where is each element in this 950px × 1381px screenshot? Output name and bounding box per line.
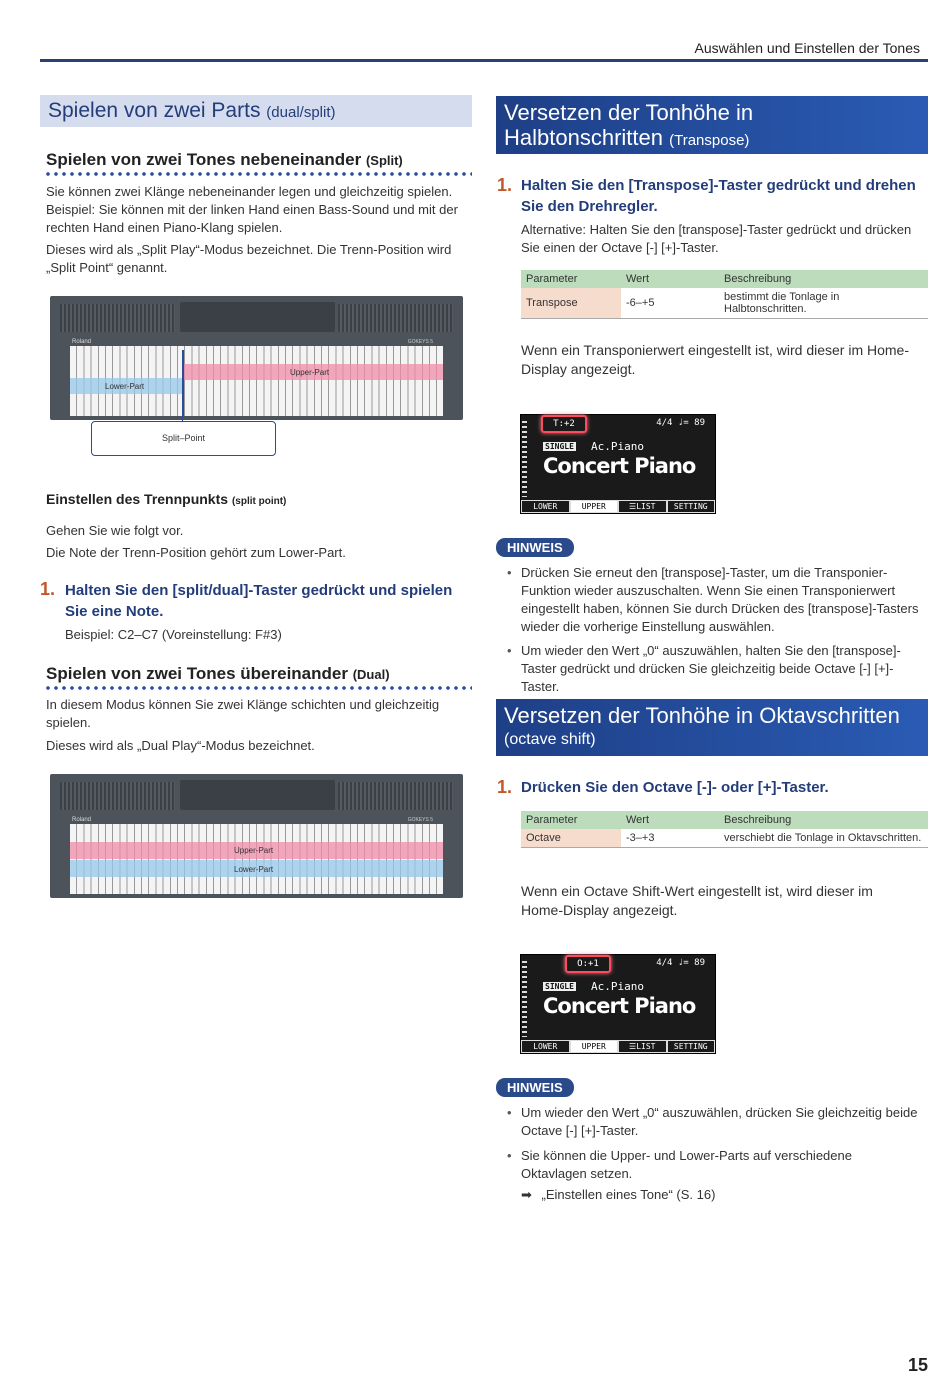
split-point-callout: Split–Point: [91, 421, 276, 456]
lcd-tab-list: ☰LIST: [618, 1040, 667, 1053]
split-marker: [182, 350, 184, 416]
octave-step-text: Drücken Sie den Octave [-]- oder [+]-Taster.: [521, 779, 829, 796]
lcd-tone-category: Ac.Piano: [591, 440, 644, 453]
lcd-tab-setting: SETTING: [667, 1040, 716, 1053]
lcd-scrollbar: [522, 961, 527, 1037]
transpose-title-line1: Versetzen der Tonhöhe in: [504, 100, 754, 125]
lower-part-label: Lower-Part: [234, 865, 274, 874]
speaker-grill-right: [338, 304, 453, 332]
dual-heading: [46, 664, 390, 684]
lcd-single-badge: SINGLE: [545, 982, 574, 991]
brand-label: Roland: [72, 339, 92, 345]
section-octave: [496, 699, 928, 756]
control-panel: [180, 302, 335, 332]
octave-suffix: (octave shift): [504, 731, 596, 748]
octave-display-paragraph: Wenn ein Octave Shift-Wert eingestellt ist, wird dieser im Home-Display angezeigt.: [521, 883, 873, 918]
octave-param-table: [521, 811, 928, 848]
table-row: [521, 288, 928, 319]
split-heading: [46, 150, 403, 170]
octave-indicator: O:+1: [565, 955, 611, 973]
lcd-tone-category: Ac.Piano: [591, 980, 644, 993]
split-title: Spielen von zwei Tones nebeneinander: [46, 150, 362, 169]
table-header: Beschreibung: [719, 270, 928, 288]
keyboard-dual-illustration: [50, 774, 463, 898]
splitpoint-step-note: Beispiel: C2–C7 (Voreinstellung: F#3): [65, 627, 282, 642]
transpose-note-1: • Drücken Sie erneut den [transpose]-Taster, um die Transponier-Funktion wieder auszuschalten. Wenn Sie einen Transponierwert eingestellt haben, können Sie durch Drücken des [transpose]-Tasters wieder die vorherige Einstellung auswählen.: [521, 564, 929, 636]
table-cell: verschiebt die Tonlage in Oktavschritten.: [719, 829, 928, 848]
lcd-tab-list: ☰LIST: [618, 500, 667, 513]
lower-part-label: Lower-Part: [105, 382, 145, 391]
lcd-tab-lower: LOWER: [521, 500, 570, 513]
transpose-step-note: Alternative: Halten Sie den [transpose]-Taster gedrückt und drücken Sie einen der Octave [-] [+]-Taster.: [521, 222, 912, 255]
table-cell: Octave: [521, 829, 621, 848]
model-label: GOKEYS 5: [407, 339, 433, 345]
speaker-grill-left: [60, 304, 175, 332]
transpose-param-table: [521, 270, 928, 319]
model-label: GOKEYS 5: [407, 817, 433, 823]
table-header: Wert: [621, 270, 719, 288]
transpose-note-2: • Um wieder den Wert „0“ auszuwählen, halten Sie den [transpose]-Taster gedrückt und drücken Sie gleichzeitig beide Octave [-] [+]-Taster.: [521, 642, 929, 696]
table-header: Beschreibung: [719, 811, 928, 829]
splitpoint-step-number: 1.: [40, 579, 56, 599]
splitpoint-heading: [46, 491, 286, 507]
table-cell: -6–+5: [621, 288, 719, 319]
lcd-tempo: 4/4 ♩= 89: [656, 958, 705, 968]
octave-note-2: • Sie können die Upper- und Lower-Parts auf verschiedene Oktavlagen setzen.: [521, 1147, 921, 1183]
octave-step-number: 1.: [497, 777, 513, 797]
dual-suffix: (Dual): [352, 667, 390, 682]
octave-title: Versetzen der Tonhöhe in Oktavschritten: [504, 703, 900, 728]
octave-lcd: [520, 954, 716, 1054]
keybed: [70, 824, 443, 894]
lcd-single-badge: SINGLE: [545, 442, 574, 451]
dual-paragraph-1: In diesem Modus können Sie zwei Klänge schichten und gleichzeitig spielen.: [46, 697, 440, 730]
speaker-grill-left: [60, 782, 175, 810]
table-header: Parameter: [521, 811, 621, 829]
lcd-tab-upper: UPPER: [570, 500, 619, 513]
dual-title: Spielen von zwei Tones übereinander: [46, 664, 348, 683]
lcd-tone-name: Concert Piano: [543, 454, 696, 478]
control-panel: [180, 780, 335, 810]
brand-label: Roland: [72, 817, 92, 823]
splitpoint-paragraph-1: Gehen Sie wie folgt vor.: [46, 523, 184, 538]
lcd-tab-setting: SETTING: [667, 500, 716, 513]
table-cell: -3–+3: [621, 829, 719, 848]
section-suffix: (dual/split): [266, 104, 336, 121]
transpose-title-line2: Halbtonschritten: [504, 125, 663, 150]
transpose-indicator: T:+2: [541, 415, 587, 433]
section-transpose: [496, 96, 928, 154]
transpose-step-number: 1.: [497, 175, 513, 195]
split-paragraph-2: Dieses wird als „Split Play“-Modus bezeichnet. Die Trenn-Position wird „Split Point“ genannt.: [46, 242, 452, 275]
lcd-tempo: 4/4 ♩= 89: [656, 418, 705, 428]
splitpoint-suffix: (split point): [231, 496, 287, 507]
cross-reference[interactable]: [521, 1187, 715, 1203]
cross-reference-link[interactable]: „Einstellen eines Tone“ (S. 16): [541, 1187, 716, 1202]
split-paragraph-1: Sie können zwei Klänge nebeneinander legen und gleichzeitig spielen. Beispiel: Sie können mit der linken Hand einen Bass-Sound und mit der rechten Hand einen Piano-Klang spielen.: [46, 184, 458, 235]
lcd-tone-name: Concert Piano: [543, 994, 696, 1018]
split-suffix: (Split): [365, 153, 403, 168]
transpose-suffix: (Transpose): [669, 132, 750, 149]
page-number: 15: [907, 1355, 928, 1375]
table-header: Wert: [621, 811, 719, 829]
header-title: Auswählen und Einstellen der Tones: [694, 40, 920, 56]
header-rule: [40, 59, 928, 62]
dotted-rule: [44, 686, 472, 690]
lcd-tab-lower: LOWER: [521, 1040, 570, 1053]
section-dual-split: [40, 95, 472, 127]
transpose-display-paragraph: Wenn ein Transponierwert eingestellt ist, wird dieser im Home-Display angezeigt.: [521, 342, 910, 377]
speaker-grill-right: [338, 782, 453, 810]
octave-hinweis-badge: HINWEIS: [496, 1078, 574, 1097]
table-cell: bestimmt die Tonlage in Halbtonschritten.: [719, 288, 928, 319]
splitpoint-title: Einstellen des Trennpunkts: [46, 491, 229, 507]
transpose-lcd: [520, 414, 716, 514]
table-header-row: [521, 270, 928, 288]
section-title: Spielen von zwei Parts: [48, 99, 261, 122]
table-header-row: [521, 811, 928, 829]
upper-part-label: Upper-Part: [290, 368, 330, 377]
upper-part-label: Upper-Part: [234, 846, 274, 855]
transpose-hinweis-badge: HINWEIS: [496, 538, 574, 557]
octave-note-1: • Um wieder den Wert „0“ auszuwählen, drücken Sie gleichzeitig beide Octave [-] [+]-Taster.: [521, 1104, 921, 1140]
lcd-tabs: [521, 1040, 715, 1053]
lcd-scrollbar: [522, 421, 527, 497]
lcd-tabs: [521, 500, 715, 513]
splitpoint-paragraph-2: Die Note der Trenn-Position gehört zum Lower-Part.: [46, 545, 346, 560]
table-row: [521, 829, 928, 848]
table-header: Parameter: [521, 270, 621, 288]
keyboard-split-illustration: [50, 296, 463, 420]
splitpoint-step-text: Halten Sie den [split/dual]-Taster gedrückt und spielen Sie eine Note.: [65, 582, 453, 620]
dotted-rule: [44, 172, 472, 176]
dual-paragraph-2: Dieses wird als „Dual Play“-Modus bezeichnet.: [46, 738, 315, 753]
table-cell: Transpose: [521, 288, 621, 319]
transpose-step-text: Halten Sie den [Transpose]-Taster gedrückt und drehen Sie den Drehregler.: [521, 177, 916, 215]
lcd-tab-upper: UPPER: [570, 1040, 619, 1053]
arrow-right-icon: ➡: [521, 1187, 532, 1202]
